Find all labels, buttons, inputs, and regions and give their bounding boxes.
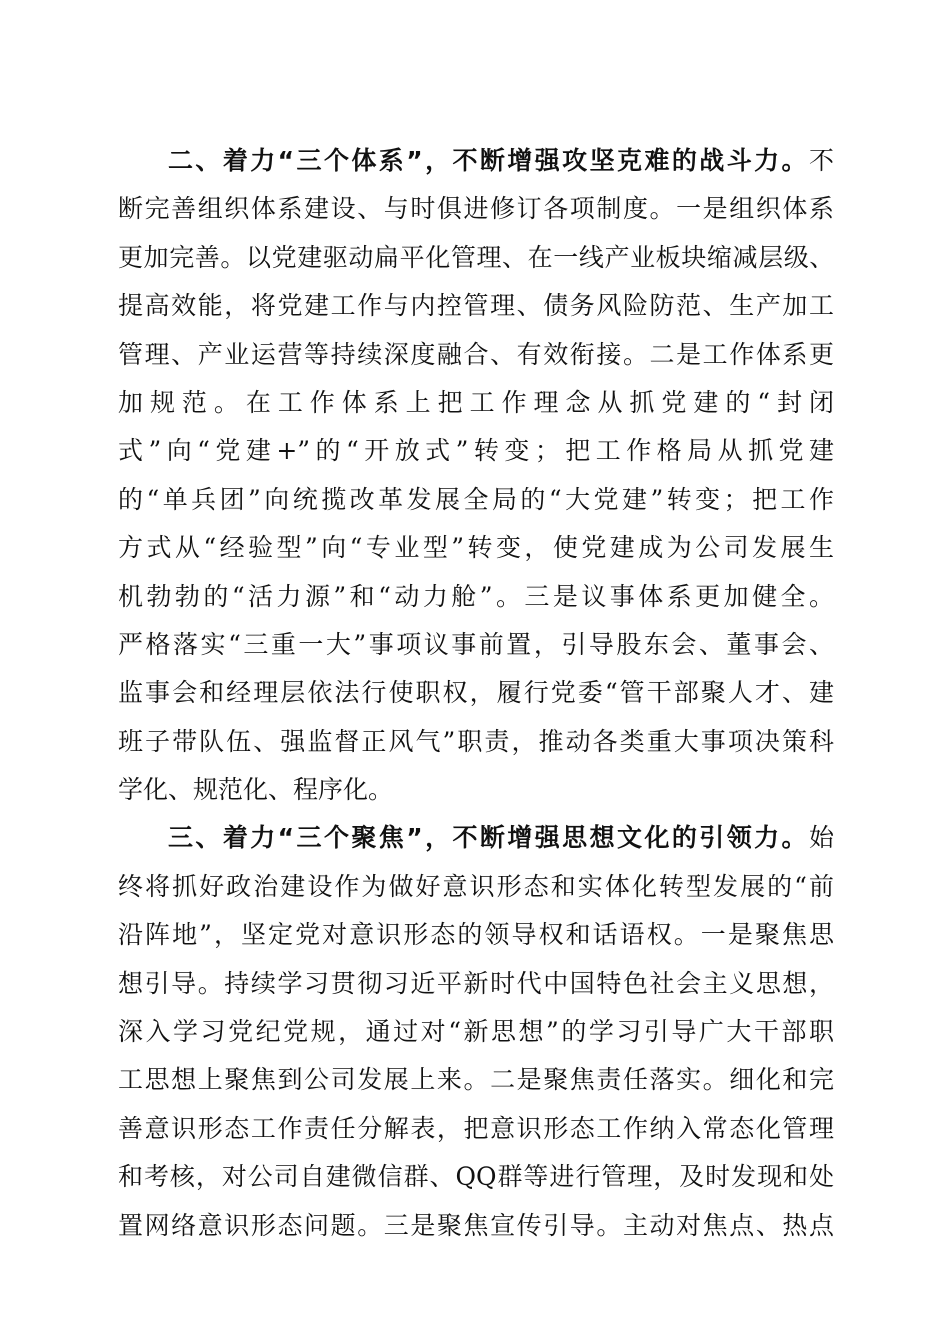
paragraph-line: 班子带队伍、强监督正风气”职责，推动各类重大事项决策科 (118, 726, 834, 756)
paragraph-line: 严格落实“三重一大”事项议事前置，引导股东会、董事会、 (118, 629, 834, 659)
paragraph-line: 想引导。持续学习贯彻习近平新时代中国特色社会主义思想， (118, 968, 834, 998)
section-heading: 二、着力“三个体系”，不断增强攻坚克难的战斗力。 (168, 146, 809, 175)
paragraph-line: 管理、产业运营等持续深度融合、有效衔接。二是工作体系更 (118, 339, 834, 369)
paragraph-line: 监事会和经理层依法行使职权，履行党委“管干部聚人才、建 (118, 678, 834, 708)
paragraph-line: 的“单兵团”向统揽改革发展全局的“大党建”转变；把工作 (118, 484, 834, 514)
paragraph-line: 更加完善。以党建驱动扁平化管理、在一线产业板块缩减层级、 (118, 242, 834, 272)
text-run: 始 (808, 823, 834, 853)
section-heading: 三、着力“三个聚焦”，不断增强思想文化的引领力。 (168, 823, 809, 853)
paragraph-line: 善意识形态工作责任分解表，把意识形态工作纳入常态化管理 (118, 1113, 834, 1143)
paragraph-line: 终将抓好政治建设作为做好意识形态和实体化转型发展的“前 (118, 871, 834, 901)
paragraph-line: 式”向“党建+”的“开放式”转变；把工作格局从抓党建 (118, 436, 834, 466)
paragraph-line: 和考核，对公司自建微信群、QQ群等进行管理，及时发现和处 (118, 1162, 834, 1192)
paragraph-line (118, 814, 834, 862)
paragraph-line: 置网络意识形态问题。三是聚焦宣传引导。主动对焦点、热点 (118, 1210, 834, 1240)
paragraph-line: 方式从“经验型”向“专业型”转变，使党建成为公司发展生 (118, 533, 834, 563)
paragraph-line: 提高效能，将党建工作与内控管理、债务风险防范、生产加工 (118, 291, 834, 321)
paragraph-line: 沿阵地”，坚定党对意识形态的领导权和话语权。一是聚焦思 (118, 920, 834, 950)
paragraph-line: 机勃勃的“活力源”和“动力舱”。三是议事体系更加健全。 (118, 581, 834, 611)
paragraph-line: 工思想上聚焦到公司发展上来。二是聚焦责任落实。细化和完 (118, 1065, 834, 1095)
paragraph-line: 断完善组织体系建设、与时俱进修订各项制度。一是组织体系 (118, 194, 834, 224)
document-body (118, 137, 834, 1250)
paragraph-line (118, 137, 834, 185)
paragraph-line: 学化、规范化、程序化。 (118, 775, 394, 805)
paragraph-line: 加规范。在工作体系上把工作理念从抓党建的“封闭 (118, 387, 834, 417)
paragraph-line: 深入学习党纪党规，通过对“新思想”的学习引导广大干部职 (118, 1017, 834, 1047)
text-run: 不 (808, 146, 834, 175)
